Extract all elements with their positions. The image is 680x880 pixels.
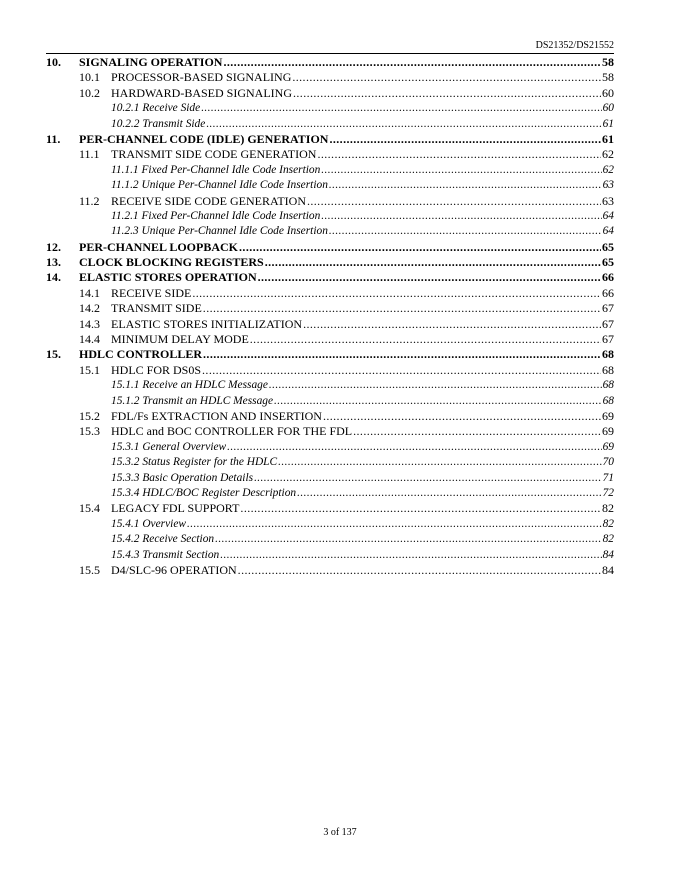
toc-entry-page: 61 bbox=[602, 131, 614, 146]
toc-entry[interactable] bbox=[46, 70, 614, 85]
toc-entry-page: 84 bbox=[602, 562, 614, 577]
toc-entry-title: TRANSMIT SIDE bbox=[111, 301, 202, 316]
toc-dot-leader bbox=[203, 301, 601, 316]
toc-entry[interactable] bbox=[46, 317, 614, 332]
toc-entry-number: 15.5 bbox=[79, 562, 100, 577]
toc-entry-title: LEGACY FDL SUPPORT bbox=[111, 501, 240, 516]
toc-entry[interactable] bbox=[46, 240, 614, 255]
toc-dot-leader bbox=[187, 517, 602, 532]
toc-dot-leader bbox=[329, 178, 602, 193]
toc-entry[interactable] bbox=[46, 163, 614, 178]
toc-dot-leader bbox=[265, 255, 601, 270]
toc-entry-page: 68 bbox=[602, 394, 614, 407]
toc-entry[interactable] bbox=[46, 132, 614, 147]
toc-entry[interactable] bbox=[46, 455, 614, 470]
toc-entry-number: 10.1 bbox=[79, 70, 100, 85]
toc-entry-number: 11.1 bbox=[79, 147, 100, 162]
toc-entry-number: 14.2 bbox=[79, 301, 100, 316]
toc-entry-title: RECEIVE SIDE CODE GENERATION bbox=[111, 193, 306, 208]
toc-entry-page: 68 bbox=[602, 379, 614, 392]
toc-dot-leader bbox=[321, 209, 601, 224]
toc-entry-number: 14.4 bbox=[79, 332, 100, 347]
toc-entry-number: 11.2 bbox=[79, 193, 100, 208]
toc-entry-page: 63 bbox=[602, 179, 614, 192]
toc-entry[interactable] bbox=[46, 255, 614, 270]
toc-entry-title: 15.4.1 Overview bbox=[111, 517, 186, 530]
document-id: DS21352/DS21552 bbox=[535, 40, 614, 51]
toc-entry[interactable] bbox=[46, 563, 614, 578]
toc-entry-number: 15.4 bbox=[79, 501, 100, 516]
toc-entry-title: HDLC FOR DS0S bbox=[111, 362, 202, 377]
toc-dot-leader bbox=[293, 86, 601, 101]
toc-entry-number: 10.2 bbox=[79, 85, 100, 100]
toc-entry-title: 10.2.1 Receive Side bbox=[111, 102, 201, 115]
toc-dot-leader bbox=[227, 440, 601, 455]
toc-dot-leader bbox=[297, 486, 602, 501]
toc-entry-page: 69 bbox=[602, 440, 614, 453]
toc-entry-page: 60 bbox=[602, 85, 614, 100]
toc-entry[interactable] bbox=[46, 147, 614, 162]
toc-entry-title: PROCESSOR-BASED SIGNALING bbox=[111, 70, 292, 85]
page-number: 3 of 137 bbox=[323, 827, 357, 838]
toc-entry-title: CLOCK BLOCKING REGISTERS bbox=[79, 255, 264, 270]
toc-entry-title: 15.3.4 HDLC/BOC Register Description bbox=[111, 486, 297, 499]
toc-dot-leader bbox=[220, 548, 601, 563]
toc-entry[interactable] bbox=[46, 270, 614, 285]
toc-entry-page: 71 bbox=[602, 471, 614, 484]
toc-dot-leader bbox=[317, 147, 601, 162]
toc-dot-leader bbox=[323, 409, 601, 424]
toc-entry-page: 64 bbox=[602, 225, 614, 238]
toc-entry-page: 58 bbox=[602, 70, 614, 85]
toc-entry-title: ELASTIC STORES OPERATION bbox=[79, 270, 257, 285]
toc-entry-title: 15.1.1 Receive an HDLC Message bbox=[111, 379, 268, 392]
toc-dot-leader bbox=[202, 363, 601, 378]
toc-entry-page: 62 bbox=[602, 163, 614, 176]
toc-entry-title: 15.3.3 Basic Operation Details bbox=[111, 471, 254, 484]
toc-entry[interactable] bbox=[46, 394, 614, 409]
toc-dot-leader bbox=[240, 501, 601, 516]
toc-entry-title: 11.2.3 Unique Per-Channel Idle Code Insertion bbox=[111, 225, 328, 238]
toc-entry-title: TRANSMIT SIDE CODE GENERATION bbox=[111, 147, 317, 162]
toc-entry-page: 66 bbox=[602, 285, 614, 300]
toc-entry-title: 15.1.2 Transmit an HDLC Message bbox=[111, 394, 274, 407]
toc-dot-leader bbox=[258, 270, 601, 285]
toc-dot-leader bbox=[238, 563, 601, 578]
toc-entry[interactable] bbox=[46, 224, 614, 239]
toc-entry[interactable] bbox=[46, 532, 614, 547]
toc-dot-leader bbox=[206, 117, 601, 132]
toc-entry[interactable] bbox=[46, 501, 614, 516]
toc-entry[interactable] bbox=[46, 471, 614, 486]
header-rule bbox=[46, 53, 614, 54]
toc-entry[interactable] bbox=[46, 301, 614, 316]
toc-entry-title: D4/SLC-96 OPERATION bbox=[111, 562, 237, 577]
toc-entry-page: 60 bbox=[602, 102, 614, 115]
toc-entry-title: 10.2.2 Transmit Side bbox=[111, 117, 206, 130]
toc-entry-number: 14.1 bbox=[79, 285, 100, 300]
toc-entry-page: 65 bbox=[602, 239, 614, 254]
toc-entry-title: 11.1.2 Unique Per-Channel Idle Code Insertion bbox=[111, 179, 328, 192]
toc-dot-leader bbox=[215, 532, 602, 547]
toc-entry-page: 68 bbox=[602, 347, 614, 362]
toc-entry-page: 58 bbox=[602, 55, 614, 69]
toc-entry[interactable] bbox=[46, 194, 614, 209]
toc-entry[interactable] bbox=[46, 548, 614, 563]
toc-entry-title: ELASTIC STORES INITIALIZATION bbox=[111, 316, 303, 331]
toc-entry-number: 14.3 bbox=[79, 316, 100, 331]
toc-entry-number: 15.1 bbox=[79, 362, 100, 377]
toc-entry-number: 15.2 bbox=[79, 408, 100, 423]
toc-entry-page: 66 bbox=[602, 270, 614, 285]
toc-dot-leader bbox=[303, 317, 601, 332]
toc-entry[interactable] bbox=[46, 440, 614, 455]
toc-entry[interactable] bbox=[46, 409, 614, 424]
toc-entry-page: 63 bbox=[602, 193, 614, 208]
toc-entry[interactable] bbox=[46, 363, 614, 378]
toc-entry-number: 12. bbox=[46, 239, 61, 254]
toc-dot-leader bbox=[329, 132, 601, 147]
toc-entry[interactable] bbox=[46, 101, 614, 116]
toc-entry[interactable] bbox=[46, 55, 614, 70]
toc-entry[interactable] bbox=[46, 486, 614, 501]
toc-dot-leader bbox=[307, 194, 601, 209]
toc-dot-leader bbox=[321, 163, 601, 178]
toc-entry-page: 64 bbox=[602, 209, 614, 222]
toc-entry-page: 72 bbox=[602, 486, 614, 499]
toc-entry-title: MINIMUM DELAY MODE bbox=[111, 332, 249, 347]
toc-entry[interactable] bbox=[46, 178, 614, 193]
toc-entry-title: FDL/Fs EXTRACTION AND INSERTION bbox=[111, 408, 322, 423]
toc-entry-title: SIGNALING OPERATION bbox=[79, 55, 223, 69]
toc-dot-leader bbox=[329, 224, 602, 239]
toc-dot-leader bbox=[254, 471, 602, 486]
toc-entry-title: 11.1.1 Fixed Per-Channel Idle Code Insertion bbox=[111, 163, 321, 176]
toc-dot-leader bbox=[201, 101, 601, 116]
toc-dot-leader bbox=[292, 70, 601, 85]
toc-entry-title: HDLC and BOC CONTROLLER FOR THE FDL bbox=[111, 424, 353, 439]
toc-entry-page: 84 bbox=[602, 548, 614, 561]
toc-entry-page: 82 bbox=[602, 517, 614, 530]
toc-entry-page: 82 bbox=[602, 533, 614, 546]
toc-entry-page: 62 bbox=[602, 147, 614, 162]
toc-entry-page: 65 bbox=[602, 255, 614, 270]
toc-dot-leader bbox=[239, 240, 601, 255]
toc-entry-page: 67 bbox=[602, 332, 614, 347]
toc-dot-leader bbox=[203, 347, 601, 362]
toc-entry-title: HDLC CONTROLLER bbox=[79, 347, 203, 362]
toc-dot-leader bbox=[278, 455, 601, 470]
table-of-contents bbox=[46, 55, 614, 578]
toc-entry-title: 15.4.2 Receive Section bbox=[111, 533, 215, 546]
toc-entry-title: HARDWARD-BASED SIGNALING bbox=[111, 85, 292, 100]
toc-entry-title: 15.3.1 General Overview bbox=[111, 440, 227, 453]
toc-dot-leader bbox=[250, 332, 601, 347]
toc-entry[interactable] bbox=[46, 286, 614, 301]
toc-entry[interactable] bbox=[46, 332, 614, 347]
toc-dot-leader bbox=[223, 55, 601, 70]
toc-entry[interactable] bbox=[46, 517, 614, 532]
toc-entry[interactable] bbox=[46, 378, 614, 393]
toc-dot-leader bbox=[274, 394, 602, 409]
toc-entry-page: 68 bbox=[602, 362, 614, 377]
toc-entry-page: 69 bbox=[602, 424, 614, 439]
toc-entry[interactable] bbox=[46, 117, 614, 132]
toc-entry-title: PER-CHANNEL CODE (IDLE) GENERATION bbox=[79, 131, 329, 146]
toc-entry-title: 15.4.3 Transmit Section bbox=[111, 548, 220, 561]
toc-entry-page: 82 bbox=[602, 501, 614, 516]
toc-dot-leader bbox=[353, 424, 601, 439]
toc-dot-leader bbox=[269, 378, 602, 393]
toc-entry-number: 10. bbox=[46, 55, 61, 69]
toc-entry-number: 13. bbox=[46, 255, 61, 270]
toc-entry-page: 67 bbox=[602, 316, 614, 331]
toc-entry[interactable] bbox=[46, 347, 614, 362]
toc-entry-number: 15. bbox=[46, 347, 61, 362]
toc-entry[interactable] bbox=[46, 209, 614, 224]
toc-entry[interactable] bbox=[46, 424, 614, 439]
toc-entry-number: 11. bbox=[46, 131, 61, 146]
toc-entry-number: 15.3 bbox=[79, 424, 100, 439]
toc-entry-title: RECEIVE SIDE bbox=[111, 285, 192, 300]
toc-entry-page: 67 bbox=[602, 301, 614, 316]
toc-entry-number: 14. bbox=[46, 270, 61, 285]
toc-dot-leader bbox=[192, 286, 601, 301]
toc-entry-page: 69 bbox=[602, 408, 614, 423]
toc-entry-title: 15.3.2 Status Register for the HDLC bbox=[111, 456, 278, 469]
toc-entry[interactable] bbox=[46, 86, 614, 101]
toc-entry-title: 11.2.1 Fixed Per-Channel Idle Code Insertion bbox=[111, 209, 321, 222]
toc-entry-page: 61 bbox=[602, 117, 614, 130]
toc-entry-title: PER-CHANNEL LOOPBACK bbox=[79, 239, 239, 254]
toc-entry-page: 70 bbox=[602, 456, 614, 469]
